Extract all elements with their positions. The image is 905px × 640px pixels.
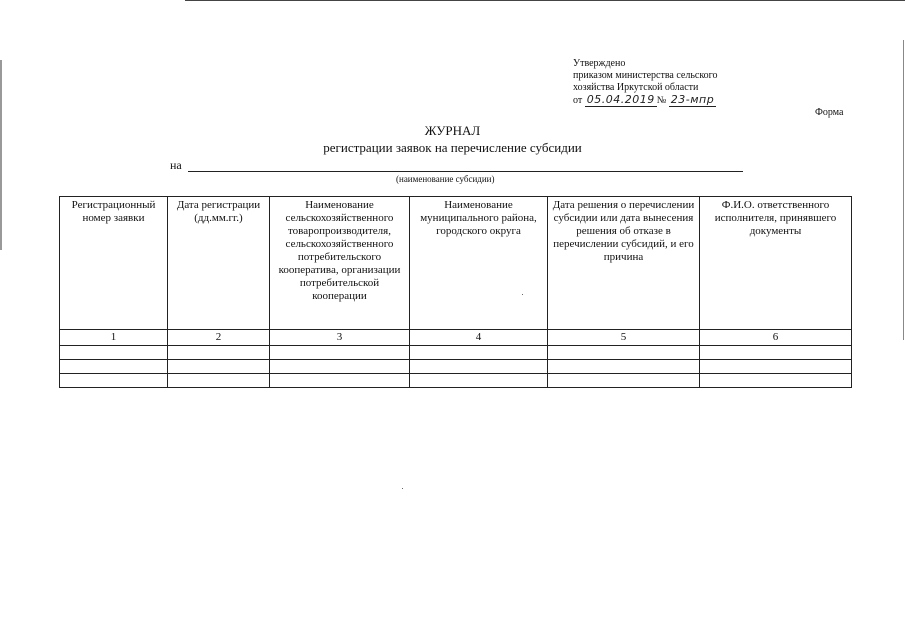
table-row: [60, 374, 852, 388]
table-header-row: [60, 197, 852, 330]
table-cell: [410, 374, 548, 388]
table-cell: [270, 374, 410, 388]
table-cell: [548, 346, 700, 360]
handwritten-order-number: 23-мпр: [670, 93, 715, 106]
table-cell: [410, 346, 548, 360]
table-row: [60, 346, 852, 360]
column-number-cell: 1: [60, 330, 168, 346]
table-cell: [700, 346, 852, 360]
approval-line-2: приказом министерства сельского: [573, 70, 718, 81]
journal-title: [0, 122, 905, 156]
header-cell: Дата регистрации (дд.мм.гг.): [168, 197, 270, 330]
table-cell: [700, 374, 852, 388]
header-cell: Дата решения о перечислении субсидии или дата вынесения решения об отказе в перечислении субсидий, и его причина: [548, 197, 700, 330]
header-cell: Наименование сельскохозяйственного товаропроизводителя, сельскохозяйственного потребительского кооператива, организации потребительской кооперации: [270, 197, 410, 330]
column-number-cell: 2: [168, 330, 270, 346]
scan-speck: [522, 294, 523, 295]
column-number-cell: 6: [700, 330, 852, 346]
table-cell: [168, 360, 270, 374]
scan-edge-top: [185, 0, 905, 1]
table-row: [60, 360, 852, 374]
table-cell: [270, 346, 410, 360]
form-label: Форма: [815, 107, 844, 118]
table-cell: [700, 360, 852, 374]
scan-edge-right: [903, 40, 904, 340]
table-cell: [270, 360, 410, 374]
table-cell: [60, 346, 168, 360]
handwritten-date: 05.04.2019: [586, 93, 655, 106]
approval-from-label: от: [573, 95, 583, 106]
table-cell: [548, 360, 700, 374]
scan-speck: [402, 488, 403, 489]
subsidy-fill-line: [188, 171, 743, 172]
header-cell: Ф.И.О. ответственного исполнителя, принявшего документы: [700, 197, 852, 330]
journal-table: [59, 196, 852, 388]
approval-number-label: №: [656, 95, 667, 106]
column-number-row: [60, 330, 852, 346]
column-number-cell: 5: [548, 330, 700, 346]
table-cell: [168, 374, 270, 388]
header-cell: Регистрационный номер заявки: [60, 197, 168, 330]
subsidy-prefix: на: [170, 158, 182, 172]
journal-title-main: ЖУРНАЛ: [424, 123, 481, 138]
approval-line-4: [573, 94, 718, 107]
approval-line-1: Утверждено: [573, 58, 626, 69]
table-cell: [410, 360, 548, 374]
journal-title-sub: регистрации заявок на перечисление субсидии: [323, 140, 582, 155]
approval-line-3: хозяйства Иркутской области: [573, 82, 699, 93]
approval-block: [573, 58, 718, 107]
table-cell: [60, 360, 168, 374]
table-cell: [168, 346, 270, 360]
column-number-cell: 4: [410, 330, 548, 346]
table-cell: [60, 374, 168, 388]
table-cell: [548, 374, 700, 388]
subsidy-caption: (наименование субсидии): [396, 174, 495, 184]
column-number-cell: 3: [270, 330, 410, 346]
header-cell: Наименование муниципального района, городского округа: [410, 197, 548, 330]
